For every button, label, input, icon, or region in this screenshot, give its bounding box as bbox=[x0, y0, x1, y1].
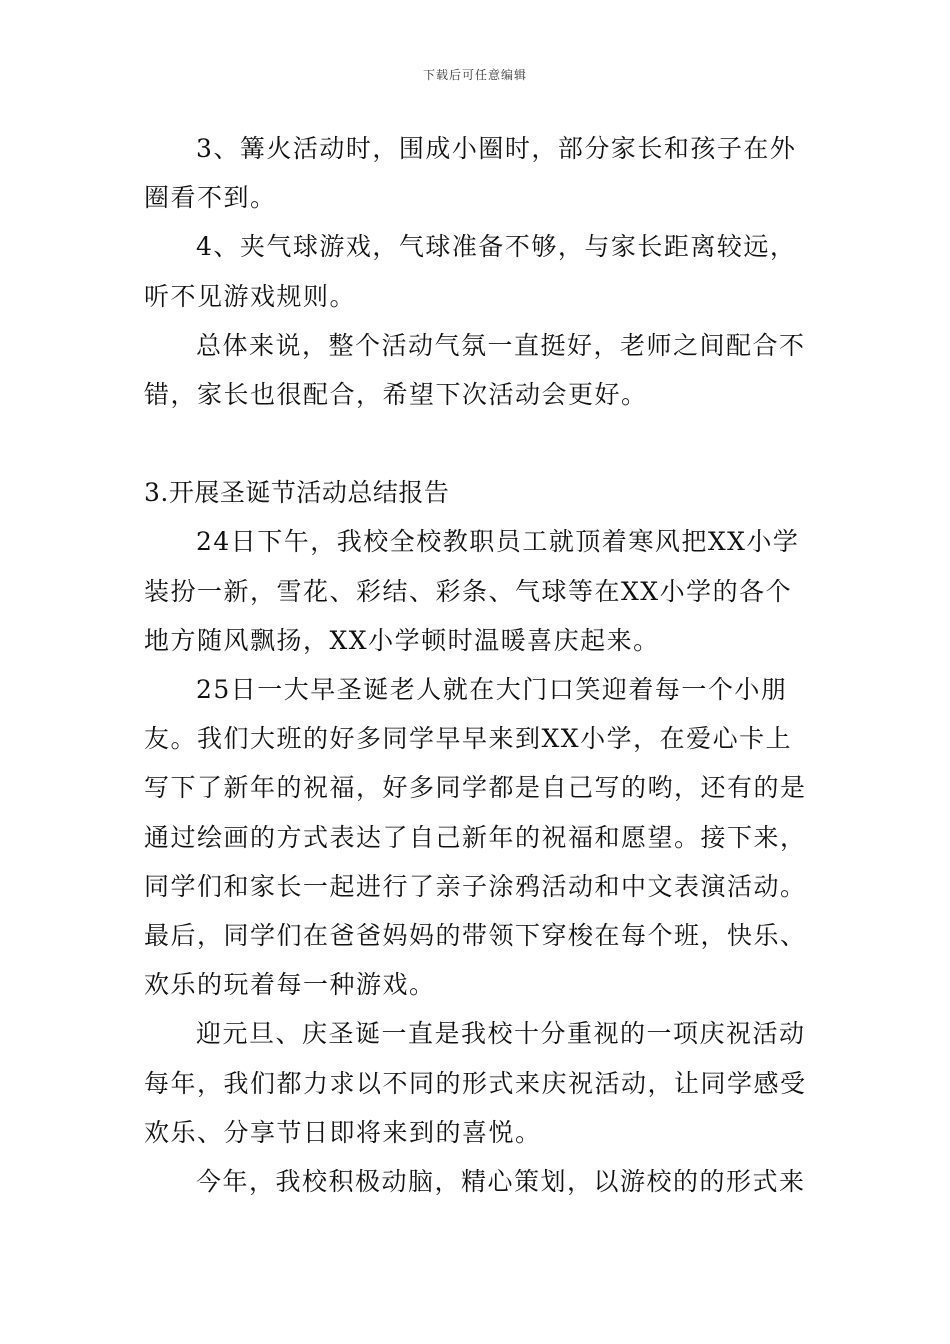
paragraph-this-year: 今年，我校积极动脑，精心策划，以游校的的形式来 bbox=[196, 1167, 806, 1197]
paragraph-overall-summary: 总体来说，整个活动气氛一直挺好，老师之间配合不错，家长也很配合，希望下次活动会更好。 bbox=[144, 330, 806, 410]
section-heading: 3.开展圣诞节活动总结报告 bbox=[144, 478, 450, 508]
paragraph-christmas-morning: 25日一大早圣诞老人就在大门口笑迎着每一个小朋友。我们大班的好多同学早早来到XX小学，在爱心卡上写下了新年的祝福，好多同学都是自己写的哟，还有的是通过绘画的方式表达了自己新年的祝福和愿望。接下来，同学们和家长一起进行了亲子涂鸦活动和中文表演活动。最后，同学们在爸爸妈妈的带领下穿梭在每个班，快乐、欢乐的玩着每一种游戏。 bbox=[144, 675, 807, 1000]
page-header-note: 下载后可任意编辑 bbox=[422, 68, 527, 82]
paragraph-balloon-game-issue: 4、夹气球游戏，气球准备不够，与家长距离较远，听不见游戏规则。 bbox=[144, 232, 797, 311]
paragraph-decoration: 24日下午，我校全校教职员工就顶着寒风把XX小学装扮一新，雪花、彩结、彩条、气球等在XX小学的各个地方随风飘扬，XX小学顿时温暖喜庆起来。 bbox=[144, 527, 800, 655]
paragraph-celebration-purpose: 迎元旦、庆圣诞一直是我校十分重视的一项庆祝活动每年，我们都力求以不同的形式来庆祝活动，让同学感受欢乐、分享节日即将来到的喜悦。 bbox=[144, 1019, 807, 1147]
paragraph-bonfire-issue: 3、篝火活动时，围成小圈时，部分家长和孩子在外圈看不到。 bbox=[144, 134, 797, 213]
document-body bbox=[144, 124, 814, 1206]
